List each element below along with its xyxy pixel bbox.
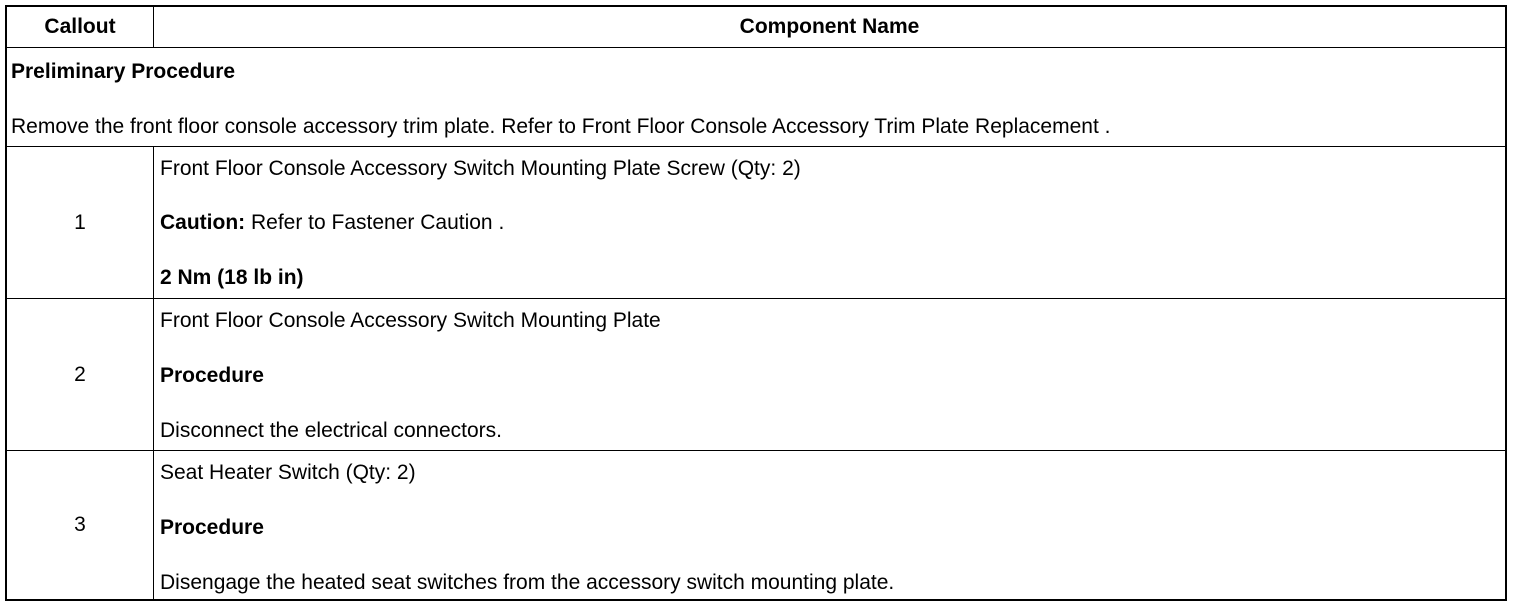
table-header-row [7, 7, 1505, 48]
procedure-label: Procedure [160, 364, 264, 387]
preliminary-procedure-row [7, 48, 1505, 147]
component-name: Front Floor Console Accessory Switch Mounting Plate Screw (Qty: 2) [160, 157, 801, 180]
callout-number: 2 [7, 299, 154, 450]
preliminary-procedure-cell [7, 48, 1505, 146]
table-row [7, 147, 1505, 299]
callout-number: 3 [7, 451, 154, 599]
procedure-text: Disconnect the electrical connectors. [160, 419, 502, 442]
component-name: Seat Heater Switch (Qty: 2) [160, 461, 416, 484]
component-cell [154, 299, 1505, 450]
component-name: Front Floor Console Accessory Switch Mounting Plate [160, 309, 661, 332]
preliminary-procedure-text: Remove the front floor console accessory trim plate. Refer to Front Floor Console Accessory Trim Plate Replacement . [11, 115, 1111, 138]
procedure-label: Procedure [160, 516, 264, 539]
procedure-text: Disengage the heated seat switches from the accessory switch mounting plate. [160, 571, 895, 594]
component-name-column-header: Component Name [739, 15, 920, 38]
component-cell [154, 147, 1505, 298]
callout-number: 1 [7, 147, 154, 298]
preliminary-procedure-title: Preliminary Procedure [11, 60, 236, 83]
caution-label: Caution: [160, 211, 246, 234]
callout-column-header: Callout [7, 7, 154, 47]
caution-note [160, 211, 504, 235]
table-row [7, 299, 1505, 451]
component-cell [154, 451, 1505, 599]
caution-text: Refer to Fastener Caution . [245, 211, 505, 234]
torque-spec: 2 Nm (18 lb in) [160, 266, 304, 289]
table-row [7, 451, 1505, 599]
component-table [5, 5, 1507, 601]
